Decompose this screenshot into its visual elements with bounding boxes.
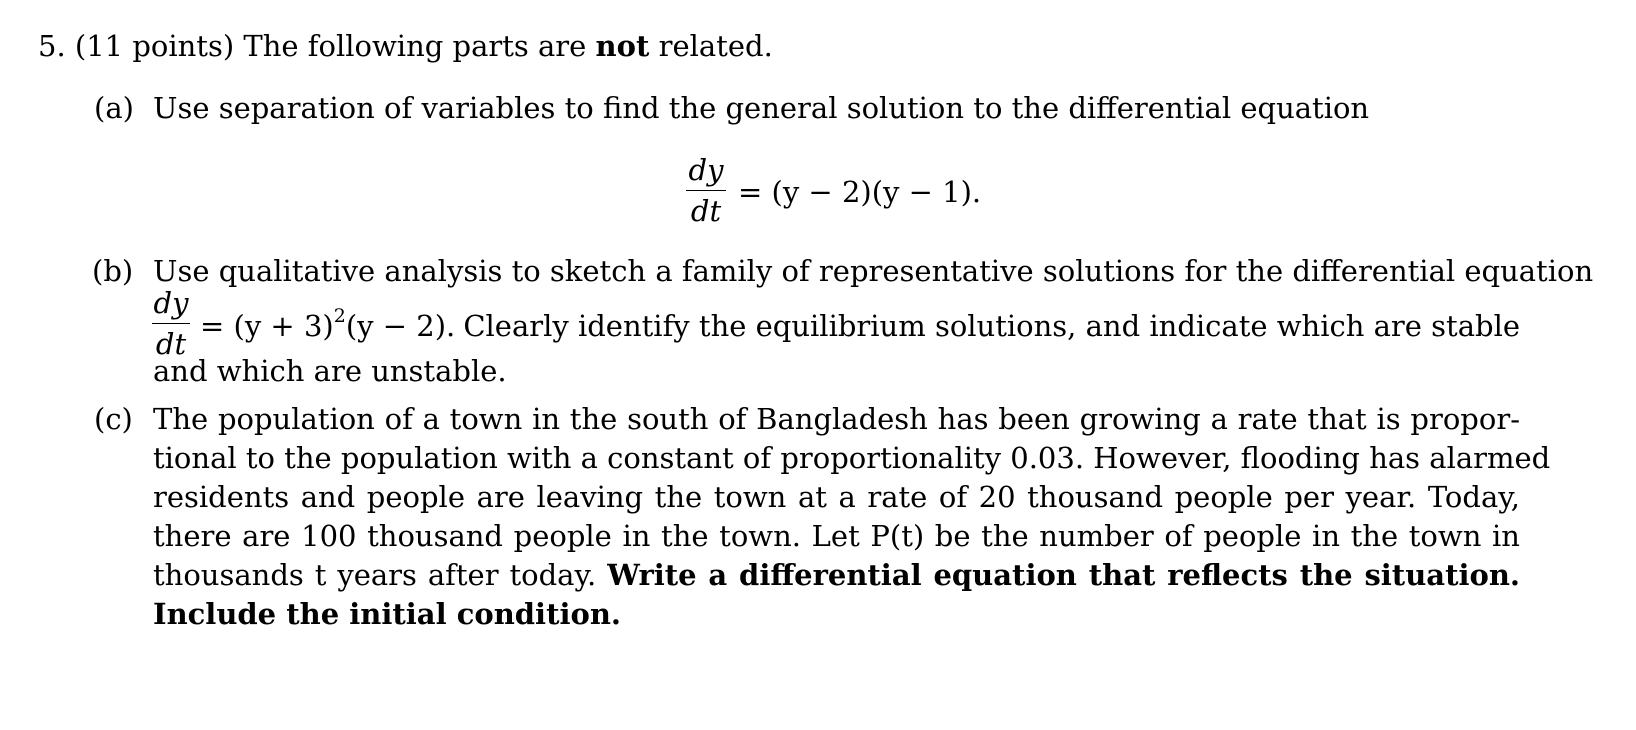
part-b-denominator: dt: [155, 327, 187, 361]
part-c-line6: Include the initial condition.: [153, 597, 622, 631]
part-b-label: (b): [92, 254, 134, 288]
part-c-line1: The population of a town in the south of Bangladesh has been growing a rate that is propor-: [153, 402, 1520, 436]
question-header: [38, 26, 773, 66]
part-a-label: (a): [94, 91, 134, 125]
part-b-equation-rhs: [200, 306, 455, 346]
question-intro-post: related.: [658, 29, 773, 63]
question-number: 5.: [38, 29, 66, 63]
part-c-line5-pre: thousands t years after today.: [153, 558, 597, 592]
part-a-fraction: [686, 152, 726, 229]
part-c-line3: residents and people are leaving the town at a rate of 20 thousand people per year. Today,: [153, 480, 1520, 514]
part-b-exponent: 2: [333, 305, 346, 328]
question-intro-bold: not: [595, 29, 650, 63]
part-a-numerator: dy: [688, 153, 724, 187]
part-a-denominator: dt: [690, 194, 722, 228]
part-a-equation-rhs: = (y − 2)(y − 1).: [738, 175, 982, 209]
part-b-rhs-pre: = (y + 3): [200, 309, 334, 343]
part-c-line4: there are 100 thousand people in the town. Let P(t) be the number of people in the town in: [153, 519, 1520, 553]
part-a-text: Use separation of variables to find the general solution to the differential equation: [153, 91, 1370, 125]
part-b-line3: and which are unstable.: [153, 354, 507, 388]
part-c-label: (c): [94, 402, 133, 436]
part-b-rhs-post: (y − 2).: [345, 309, 456, 343]
part-b-line2-rest: Clearly identify the equilibrium solutions, and indicate which are stable: [463, 309, 1520, 343]
question-intro-pre: The following parts are: [243, 29, 587, 63]
fraction-bar: [686, 190, 726, 191]
part-c-line2: tional to the population with a constant of proportionality 0.03. However, flooding has alarmed: [153, 441, 1551, 475]
fraction-bar: [152, 323, 190, 324]
part-c-line5: [153, 555, 1520, 595]
part-b-numerator: dy: [153, 286, 189, 320]
part-c-line5-bold: Write a differential equation that reflects the situation.: [607, 558, 1521, 592]
part-b-line1: Use qualitative analysis to sketch a family of representative solutions for the differential equation: [153, 254, 1594, 288]
question-points: (11 points): [74, 29, 235, 63]
